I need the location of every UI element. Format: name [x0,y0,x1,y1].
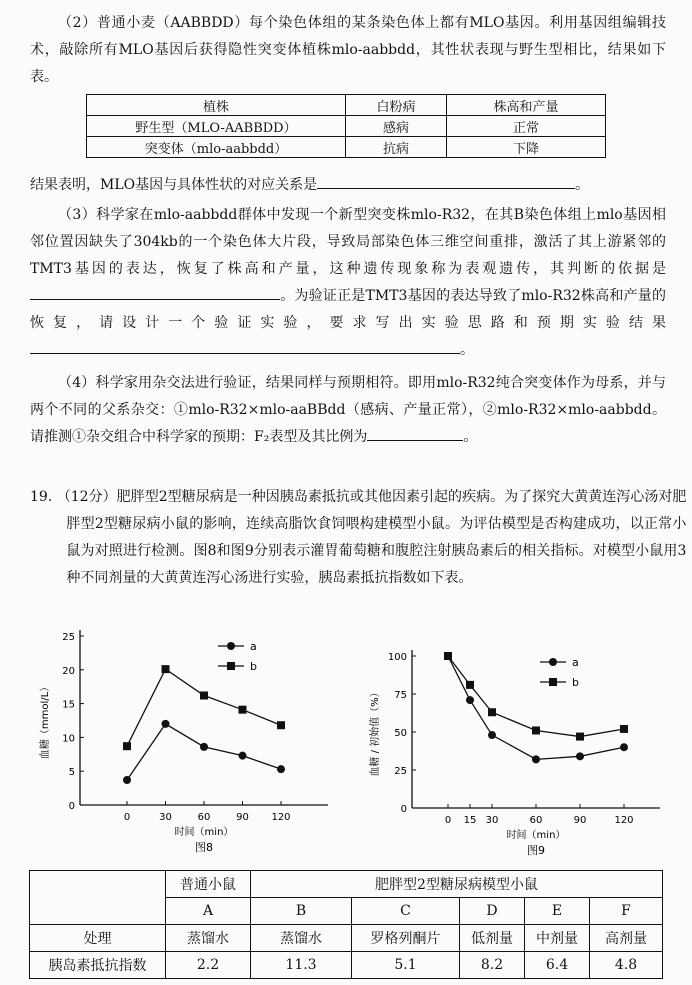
y-tick-label: 100 [387,652,407,663]
y-tick-label: 15 [62,699,75,711]
answer-blank[interactable] [317,173,575,189]
y-tick-label: 25 [394,766,407,777]
legend-label: b [250,660,257,673]
cell-disease: 抗病 [346,137,447,158]
answer-blank[interactable] [30,284,280,300]
table-header-row [87,95,606,116]
legend-label: b [572,676,579,689]
figure-9-chart [360,630,670,860]
header-plant: 植株 [87,95,346,116]
x-tick-label: 30 [159,812,172,823]
data-point-b [239,706,247,714]
q18-result-line: 结果表明，MLO基因与具体性状的对应关系是 。 [30,172,666,199]
treatment-cell: 中剂量 [525,925,590,952]
x-tick-label: 60 [529,815,543,826]
letter-a: A [166,898,251,925]
q18-part2-text: （2）普通小麦（AABBDD）每个染色体组的某条染色体上都有MLO基因。利用基因组编辑技术，敲除所有MLO基因后获得隐性突变体植株mlo-aabbdd，其性状表现与野生型相比，结果如下表。 [30,15,666,85]
y-tick-label: 25 [62,632,75,643]
part3-text-b: 。为验证正是TMT3基因的表达导致了mlo-R32株高和产量的恢复，请设计一个验证实验，要求写出实验思路和预期实验结果 [30,288,666,331]
figure-8-chart [28,622,348,862]
row-label-treatment: 处理 [30,925,166,952]
data-point-a [488,731,496,739]
legend-marker [227,662,235,670]
q19-points: （12分） [56,489,117,505]
x-axis-label: 时间（min） [506,830,566,841]
data-point-a [532,755,540,763]
x-tick-label: 90 [573,815,587,826]
x-tick-label: 0 [123,812,131,823]
data-point-a [239,752,247,760]
legend-marker [227,642,235,650]
data-point-a [576,752,584,760]
q18-part4-text: （4）科学家用杂交法进行验证，结果同样与预期相符。即用mlo-R32纯合突变体作为母系，并与两个不同的父系杂交：①mlo-R32×mlo-aaBBdd（感病、产量正常），②mlo-R32×mlo-aabbdd。请推测①杂交组合中科学家的预期：F₂表型及其比例为 。 [30,375,666,445]
figure-caption: 图9 [527,844,545,857]
y-axis-label: 血糖 / 初始值（%） [370,687,381,777]
letter-b: B [251,898,352,925]
y-tick-label: 0 [68,801,75,812]
data-point-a [200,743,208,751]
insulin-resistance-table [29,870,663,979]
x-axis-label: 时间（min） [174,827,234,838]
x-tick-label: 120 [614,815,634,826]
y-tick-label: 75 [394,690,407,701]
answer-blank[interactable] [367,425,463,441]
series-line-a [127,724,281,780]
mlo-trait-table [86,94,606,158]
header-powdery-mildew: 白粉病 [346,95,447,116]
data-point-b [444,652,452,660]
data-point-b [576,733,584,741]
x-tick-label: 15 [463,815,477,826]
header-height-yield: 株高和产量 [447,95,606,116]
cell-disease: 感病 [346,116,447,137]
y-tick-label: 20 [62,665,75,677]
part3-text-a: （3）科学家在mlo-aabbdd群体中发现一个新型突变株mlo-R32，在其B染色体组上mlo基因相邻位置因缺失了304kb的一个染色体大片段，导致局部染色体三维空间重排，激活了其上游紧邻的TMT3基因的表达，恢复了株高和产量，这种遗传现象称为表观遗传，其判断的依据是 [30,207,666,277]
q19-number: 19. [30,489,53,505]
series-line-b [127,669,281,746]
table-row [87,116,606,137]
data-point-b [466,681,474,689]
row-label-index: 胰岛素抵抗指数 [30,952,166,979]
table-row [30,871,663,898]
data-point-a [162,720,170,728]
data-point-a [123,776,131,784]
data-point-b [162,665,170,673]
treatment-cell: 低剂量 [460,925,525,952]
legend-label: a [250,640,257,653]
y-tick-label: 0 [400,804,407,815]
letter-f: F [590,898,663,925]
cell-yield: 下降 [447,137,606,158]
letter-d: D [460,898,525,925]
index-value: 11.3 [251,952,352,979]
table-row [30,952,663,979]
x-tick-label: 60 [197,812,211,823]
y-tick-label: 5 [68,767,75,779]
x-tick-label: 30 [485,815,499,826]
series-line-a [448,656,624,759]
corner-cell [30,871,166,925]
table-row [30,925,663,952]
y-tick-label: 50 [394,728,407,739]
x-tick-label: 0 [444,815,452,826]
q19-body: 肥胖型2型糖尿病是一种因胰岛素抵抗或其他因素引起的疾病。为了探究大黄黄连泻心汤对肥胖型2型糖尿病小鼠的影响，连续高脂饮食饲喂构建模型小鼠。为评估模型是否构建成功，以正常小鼠为对照进行检测。图8和图9分别表示灌胃葡萄糖和腹腔注射胰岛素后的相关指标。对模型小鼠用3种不同剂量的大黄黄连泻心汤进行实验，胰岛素抵抗指数如下表。 [66,489,687,586]
cell-yield: 正常 [447,116,606,137]
figure-caption: 图8 [195,841,213,854]
data-point-a [620,743,628,751]
result-prompt: 结果表明，MLO基因与具体性状的对应关系是 [30,177,318,193]
data-point-b [532,726,540,734]
cell-plant: 野生型（MLO-AABBDD） [87,116,346,137]
index-value: 8.2 [460,952,525,979]
index-value: 6.4 [525,952,590,979]
group-normal: 普通小鼠 [166,871,251,898]
series-line-b [448,656,624,737]
data-point-a [277,765,285,773]
data-point-a [466,696,474,704]
index-value: 2.2 [166,952,251,979]
data-point-b [277,721,285,729]
treatment-cell: 蒸馏水 [251,925,352,952]
part4-text: （4）科学家用杂交法进行验证，结果同样与预期相符。即用mlo-R32纯合突变体作为母系，并与两个不同的父系杂交：①mlo-R32×mlo-aaBBdd（感病、产量正常），②mlo-R32×mlo-aabbdd。请推测①杂交组合中科学家的预期：F₂表型及其比例为 [30,375,666,445]
legend-marker [549,678,557,686]
data-point-b [123,742,131,750]
data-point-b [620,725,628,733]
data-point-b [200,691,208,699]
y-axis-label: 血糖（mmol/L） [40,681,51,760]
y-tick-label: 10 [62,733,75,745]
legend-label: a [572,656,579,669]
table-row [87,137,606,158]
data-point-b [488,708,496,716]
treatment-cell: 罗格列酮片 [352,925,460,952]
legend-marker [549,658,557,666]
treatment-cell: 蒸馏水 [166,925,251,952]
group-model: 肥胖型2型糖尿病模型小鼠 [251,871,663,898]
index-value: 4.8 [590,952,663,979]
treatment-cell: 高剂量 [590,925,663,952]
q19-text [30,484,686,592]
x-tick-label: 90 [236,812,249,823]
cell-plant: 突变体（mlo-aabbdd） [87,137,346,158]
letter-c: C [352,898,460,925]
answer-blank[interactable] [30,338,460,354]
letter-e: E [525,898,590,925]
index-value: 5.1 [352,952,460,979]
q18-part3-text: （3）科学家在mlo-aabbdd群体中发现一个新型突变株mlo-R32，在其B染色体组上mlo基因相邻位置因缺失了304kb的一个染色体大片段，导致局部染色体三维空间重排，激活了其上游紧邻的TMT3基因的表达，恢复了株高和产量，这种遗传现象称为表观遗传，其判断的依据是。为验证正是TMT3基因的表达导致了mlo-R32株高和产量的恢复，请设计一个验证实验，要求写出实验思路和预期实验结果。 [30,207,666,358]
x-tick-label: 120 [271,812,291,823]
